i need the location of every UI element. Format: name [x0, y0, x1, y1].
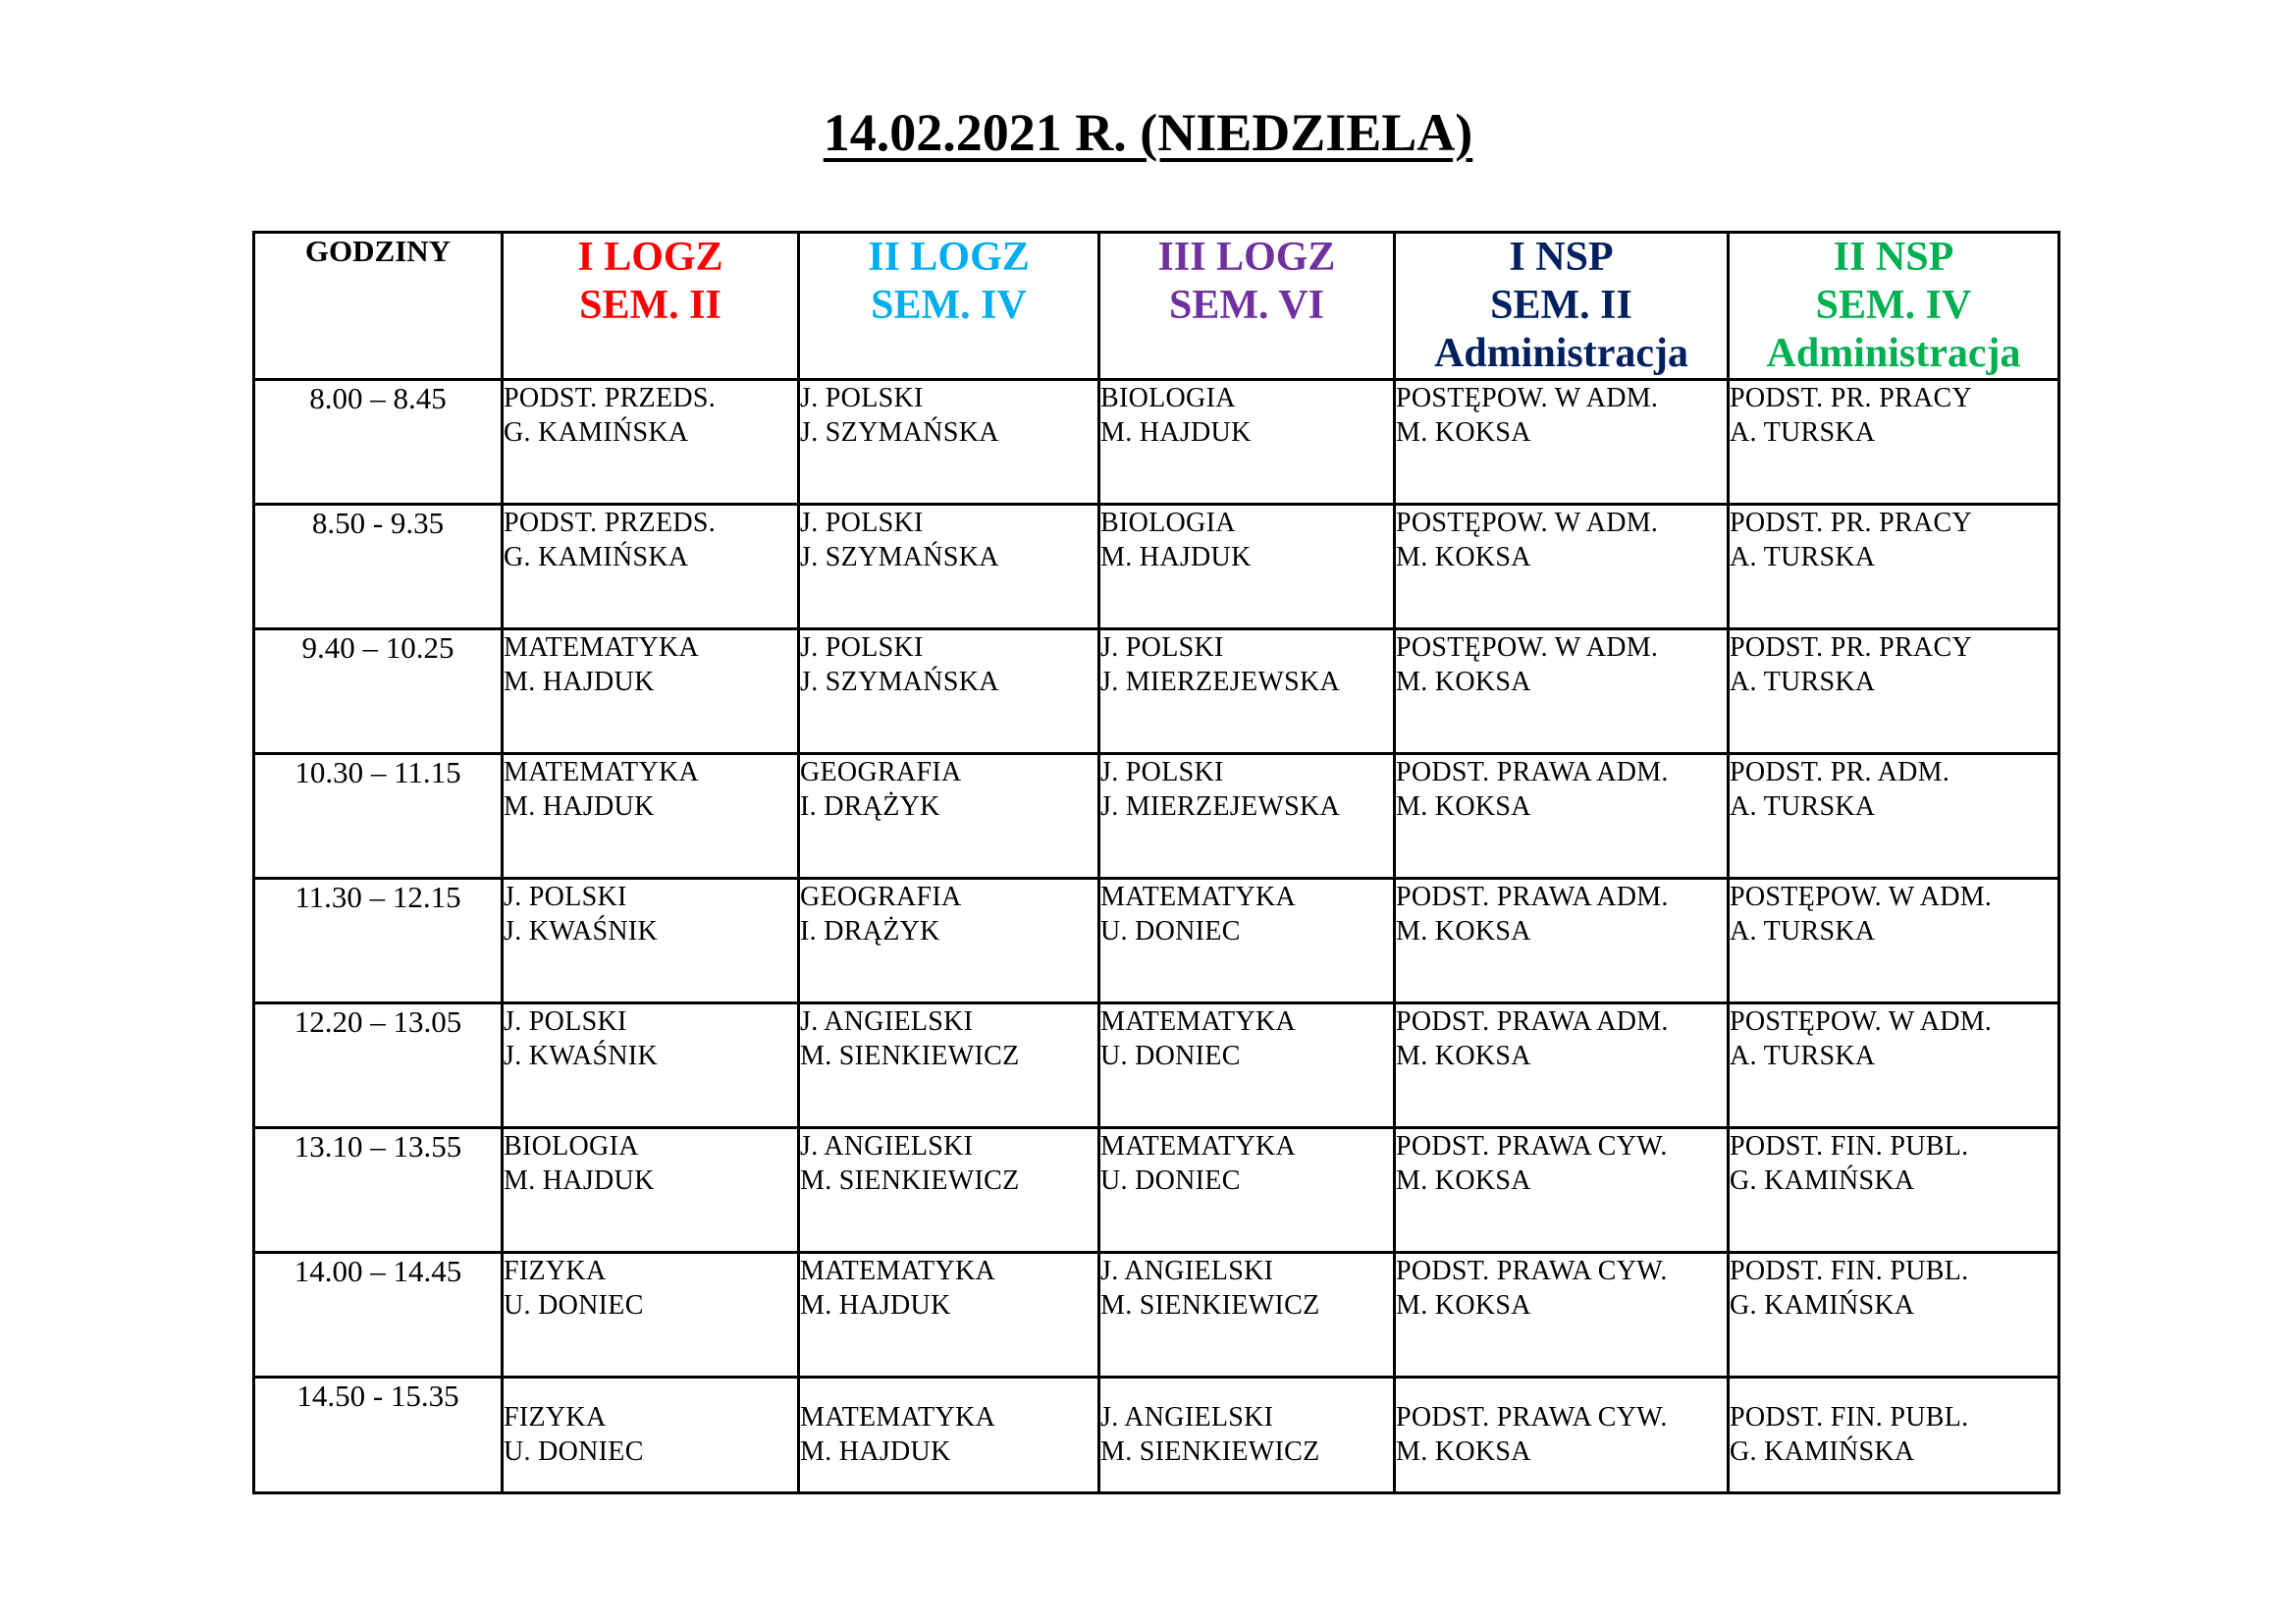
lesson-cell: [1099, 505, 1395, 629]
lesson-subject: MATEMATYKA: [800, 1256, 995, 1286]
time-slot: 13.10 – 13.55: [254, 1128, 503, 1253]
lesson-teacher: M. SIENKIEWICZ: [1100, 1436, 1320, 1467]
lesson-cell: [799, 629, 1099, 754]
lesson-cell: [1395, 629, 1729, 754]
lesson-cell: [1099, 754, 1395, 879]
lesson-cell: [1099, 1378, 1395, 1493]
lesson-subject: J. ANGIELSKI: [1100, 1256, 1274, 1286]
lesson-teacher: J. SZYMAŃSKA: [800, 417, 999, 448]
lesson-teacher: M. HAJDUK: [800, 1436, 951, 1467]
lesson-cell: [799, 380, 1099, 505]
lesson-cell: [1099, 1128, 1395, 1253]
lesson-subject: PODST. PR. PRACY: [1730, 508, 1973, 538]
lesson-subject: POSTĘPOW. W ADM.: [1730, 882, 1993, 912]
lesson-subject: PODST. PRAWA ADM.: [1396, 882, 1669, 912]
lesson-teacher: U. DONIEC: [1100, 1165, 1241, 1196]
time-slot: 8.00 – 8.45: [254, 380, 503, 505]
lesson-teacher: J. SZYMAŃSKA: [800, 667, 999, 697]
lesson-teacher: U. DONIEC: [504, 1436, 644, 1467]
lesson-subject: PODST. PRAWA CYW.: [1396, 1402, 1668, 1433]
lesson-cell: [1099, 380, 1395, 505]
lesson-subject: MATEMATYKA: [504, 757, 699, 787]
lesson-subject: PODST. PRAWA ADM.: [1396, 757, 1669, 787]
lesson-teacher: J. MIERZEJEWSKA: [1100, 667, 1341, 697]
lesson-subject: PODST. PRAWA ADM.: [1396, 1006, 1669, 1037]
table-row: [254, 754, 2059, 879]
lesson-subject: POSTĘPOW. W ADM.: [1396, 632, 1659, 663]
lesson-cell: [1729, 754, 2059, 879]
lesson-cell: [1729, 1003, 2059, 1128]
lesson-cell: [799, 1128, 1099, 1253]
time-slot: 10.30 – 11.15: [254, 754, 503, 879]
lesson-teacher: M. HAJDUK: [504, 667, 655, 697]
lesson-cell: [799, 754, 1099, 879]
lesson-subject: PODST. PR. PRACY: [1730, 383, 1973, 413]
lesson-cell: [503, 629, 799, 754]
lesson-cell: [799, 1253, 1099, 1378]
group-header-iii-logz: [1099, 233, 1395, 380]
lesson-cell: [1395, 1128, 1729, 1253]
lesson-teacher: J. KWAŚNIK: [504, 916, 658, 947]
lesson-teacher: M. SIENKIEWICZ: [800, 1041, 1020, 1071]
lesson-cell: [1395, 1378, 1729, 1493]
lesson-cell: [1099, 1003, 1395, 1128]
lesson-subject: J. POLSKI: [1100, 632, 1224, 663]
lesson-subject: J. POLSKI: [504, 882, 627, 912]
lesson-teacher: A. TURSKA: [1730, 667, 1876, 697]
lesson-cell: [1099, 1253, 1395, 1378]
group-semester: SEM. II: [579, 283, 721, 328]
table-row: [254, 879, 2059, 1003]
table-row: [254, 1378, 2059, 1493]
lesson-cell: [1099, 629, 1395, 754]
lesson-teacher: M. KOKSA: [1396, 1041, 1531, 1071]
lesson-subject: MATEMATYKA: [1100, 1131, 1296, 1162]
lesson-teacher: G. KAMIŃSKA: [504, 417, 689, 448]
lesson-cell: [503, 1128, 799, 1253]
lesson-subject: J. ANGIELSKI: [800, 1131, 974, 1162]
lesson-cell: [799, 505, 1099, 629]
lesson-subject: PODST. PRZEDS.: [504, 508, 717, 538]
lesson-subject: PODST. FIN. PUBL.: [1730, 1131, 1969, 1162]
page-title: 14.02.2021 R. (NIEDZIELA): [823, 103, 1473, 162]
lesson-cell: [1729, 1253, 2059, 1378]
lesson-cell: [1395, 1253, 1729, 1378]
time-slot: 8.50 - 9.35: [254, 505, 503, 629]
lesson-teacher: M. HAJDUK: [504, 791, 655, 822]
group-semester: SEM. IV: [1815, 283, 1972, 328]
group-semester: SEM. VI: [1169, 283, 1324, 328]
lesson-teacher: U. DONIEC: [504, 1290, 644, 1321]
lesson-subject: PODST. PR. ADM.: [1730, 757, 1950, 787]
lesson-subject: J. POLSKI: [800, 383, 924, 413]
lesson-cell: [799, 879, 1099, 1003]
lesson-teacher: G. KAMIŃSKA: [504, 542, 689, 572]
lesson-cell: [1729, 1378, 2059, 1493]
lesson-cell: [799, 1378, 1099, 1493]
lesson-teacher: G. KAMIŃSKA: [1730, 1290, 1915, 1321]
table-row: [254, 1003, 2059, 1128]
lesson-teacher: M. HAJDUK: [1100, 417, 1252, 448]
lesson-cell: [503, 1253, 799, 1378]
group-specialization: Administracja: [1766, 331, 2021, 376]
lesson-teacher: U. DONIEC: [1100, 916, 1241, 947]
lesson-subject: PODST. FIN. PUBL.: [1730, 1402, 1969, 1433]
lesson-cell: [503, 505, 799, 629]
lesson-teacher: I. DRĄŻYK: [800, 916, 940, 947]
lesson-cell: [1395, 754, 1729, 879]
lesson-subject: MATEMATYKA: [1100, 882, 1296, 912]
group-header-ii-nsp: [1729, 233, 2059, 380]
lesson-teacher: M. HAJDUK: [800, 1290, 951, 1321]
lesson-teacher: A. TURSKA: [1730, 417, 1876, 448]
lesson-subject: BIOLOGIA: [504, 1131, 639, 1162]
lesson-teacher: M. HAJDUK: [504, 1165, 655, 1196]
lesson-cell: [1729, 380, 2059, 505]
table-row: [254, 380, 2059, 505]
lesson-cell: [503, 1003, 799, 1128]
lesson-subject: MATEMATYKA: [504, 632, 699, 663]
lesson-teacher: M. KOKSA: [1396, 667, 1531, 697]
lesson-subject: PODST. PRAWA CYW.: [1396, 1131, 1668, 1162]
lesson-teacher: M. KOKSA: [1396, 1436, 1531, 1467]
lesson-subject: GEOGRAFIA: [800, 882, 962, 912]
lesson-teacher: M. SIENKIEWICZ: [1100, 1290, 1320, 1321]
lesson-teacher: A. TURSKA: [1730, 791, 1876, 822]
group-name: I LOGZ: [577, 235, 723, 280]
time-slot: 12.20 – 13.05: [254, 1003, 503, 1128]
lesson-cell: [503, 380, 799, 505]
lesson-teacher: M. KOKSA: [1396, 542, 1531, 572]
schedule-body: [254, 380, 2059, 1493]
time-slot: 9.40 – 10.25: [254, 629, 503, 754]
lesson-cell: [1395, 879, 1729, 1003]
lesson-teacher: U. DONIEC: [1100, 1041, 1241, 1071]
group-header-ii-logz: [799, 233, 1099, 380]
lesson-subject: J. POLSKI: [1100, 757, 1224, 787]
lesson-cell: [1729, 1128, 2059, 1253]
time-slot: 11.30 – 12.15: [254, 879, 503, 1003]
group-semester: SEM. IV: [871, 283, 1027, 328]
lesson-subject: J. POLSKI: [800, 508, 924, 538]
lesson-teacher: M. KOKSA: [1396, 916, 1531, 947]
lesson-subject: MATEMATYKA: [800, 1402, 995, 1433]
table-row: [254, 1253, 2059, 1378]
lesson-cell: [1395, 505, 1729, 629]
lesson-cell: [1395, 380, 1729, 505]
lesson-subject: POSTĘPOW. W ADM.: [1396, 383, 1659, 413]
lesson-subject: BIOLOGIA: [1100, 383, 1236, 413]
lesson-subject: POSTĘPOW. W ADM.: [1730, 1006, 1993, 1037]
hours-column-header: GODZINY: [254, 233, 503, 380]
lesson-cell: [1099, 879, 1395, 1003]
lesson-cell: [503, 879, 799, 1003]
lesson-teacher: A. TURSKA: [1730, 542, 1876, 572]
lesson-teacher: J. SZYMAŃSKA: [800, 542, 999, 572]
lesson-teacher: A. TURSKA: [1730, 1041, 1876, 1071]
lesson-cell: [1395, 1003, 1729, 1128]
lesson-cell: [1729, 629, 2059, 754]
lesson-teacher: I. DRĄŻYK: [800, 791, 940, 822]
lesson-teacher: M. KOKSA: [1396, 791, 1531, 822]
group-semester: SEM. II: [1490, 283, 1632, 328]
group-name: II LOGZ: [868, 235, 1030, 280]
lesson-subject: PODST. PRZEDS.: [504, 383, 717, 413]
lesson-teacher: G. KAMIŃSKA: [1730, 1436, 1915, 1467]
time-slot: 14.00 – 14.45: [254, 1253, 503, 1378]
table-row: [254, 505, 2059, 629]
lesson-subject: POSTĘPOW. W ADM.: [1396, 508, 1659, 538]
schedule-table: [252, 231, 2060, 1494]
header-row: [254, 233, 2059, 380]
lesson-subject: GEOGRAFIA: [800, 757, 962, 787]
lesson-subject: J. POLSKI: [800, 632, 924, 663]
lesson-teacher: J. KWAŚNIK: [504, 1041, 658, 1071]
table-row: [254, 1128, 2059, 1253]
lesson-teacher: M. KOKSA: [1396, 1165, 1531, 1196]
lesson-teacher: M. KOKSA: [1396, 1290, 1531, 1321]
group-header-i-logz: [503, 233, 799, 380]
lesson-subject: MATEMATYKA: [1100, 1006, 1296, 1037]
group-header-i-nsp: [1395, 233, 1729, 380]
lesson-cell: [1729, 879, 2059, 1003]
group-specialization: Administracja: [1434, 331, 1688, 376]
lesson-subject: J. ANGIELSKI: [800, 1006, 974, 1037]
lesson-subject: FIZYKA: [504, 1402, 607, 1433]
table-row: [254, 629, 2059, 754]
lesson-subject: BIOLOGIA: [1100, 508, 1236, 538]
lesson-teacher: A. TURSKA: [1730, 916, 1876, 947]
lesson-teacher: J. MIERZEJEWSKA: [1100, 791, 1341, 822]
lesson-subject: PODST. FIN. PUBL.: [1730, 1256, 1969, 1286]
lesson-cell: [503, 1378, 799, 1493]
lesson-subject: PODST. PRAWA CYW.: [1396, 1256, 1668, 1286]
group-name: III LOGZ: [1157, 235, 1336, 280]
lesson-subject: J. ANGIELSKI: [1100, 1402, 1274, 1433]
lesson-teacher: G. KAMIŃSKA: [1730, 1165, 1915, 1196]
lesson-subject: J. POLSKI: [504, 1006, 627, 1037]
lesson-subject: FIZYKA: [504, 1256, 607, 1286]
time-slot: 14.50 - 15.35: [254, 1378, 503, 1493]
lesson-cell: [1729, 505, 2059, 629]
lesson-teacher: M. HAJDUK: [1100, 542, 1252, 572]
lesson-subject: PODST. PR. PRACY: [1730, 632, 1973, 663]
lesson-cell: [799, 1003, 1099, 1128]
lesson-teacher: M. KOKSA: [1396, 417, 1531, 448]
lesson-teacher: M. SIENKIEWICZ: [800, 1165, 1020, 1196]
group-name: I NSP: [1509, 235, 1614, 280]
group-name: II NSP: [1833, 235, 1954, 280]
lesson-cell: [503, 754, 799, 879]
